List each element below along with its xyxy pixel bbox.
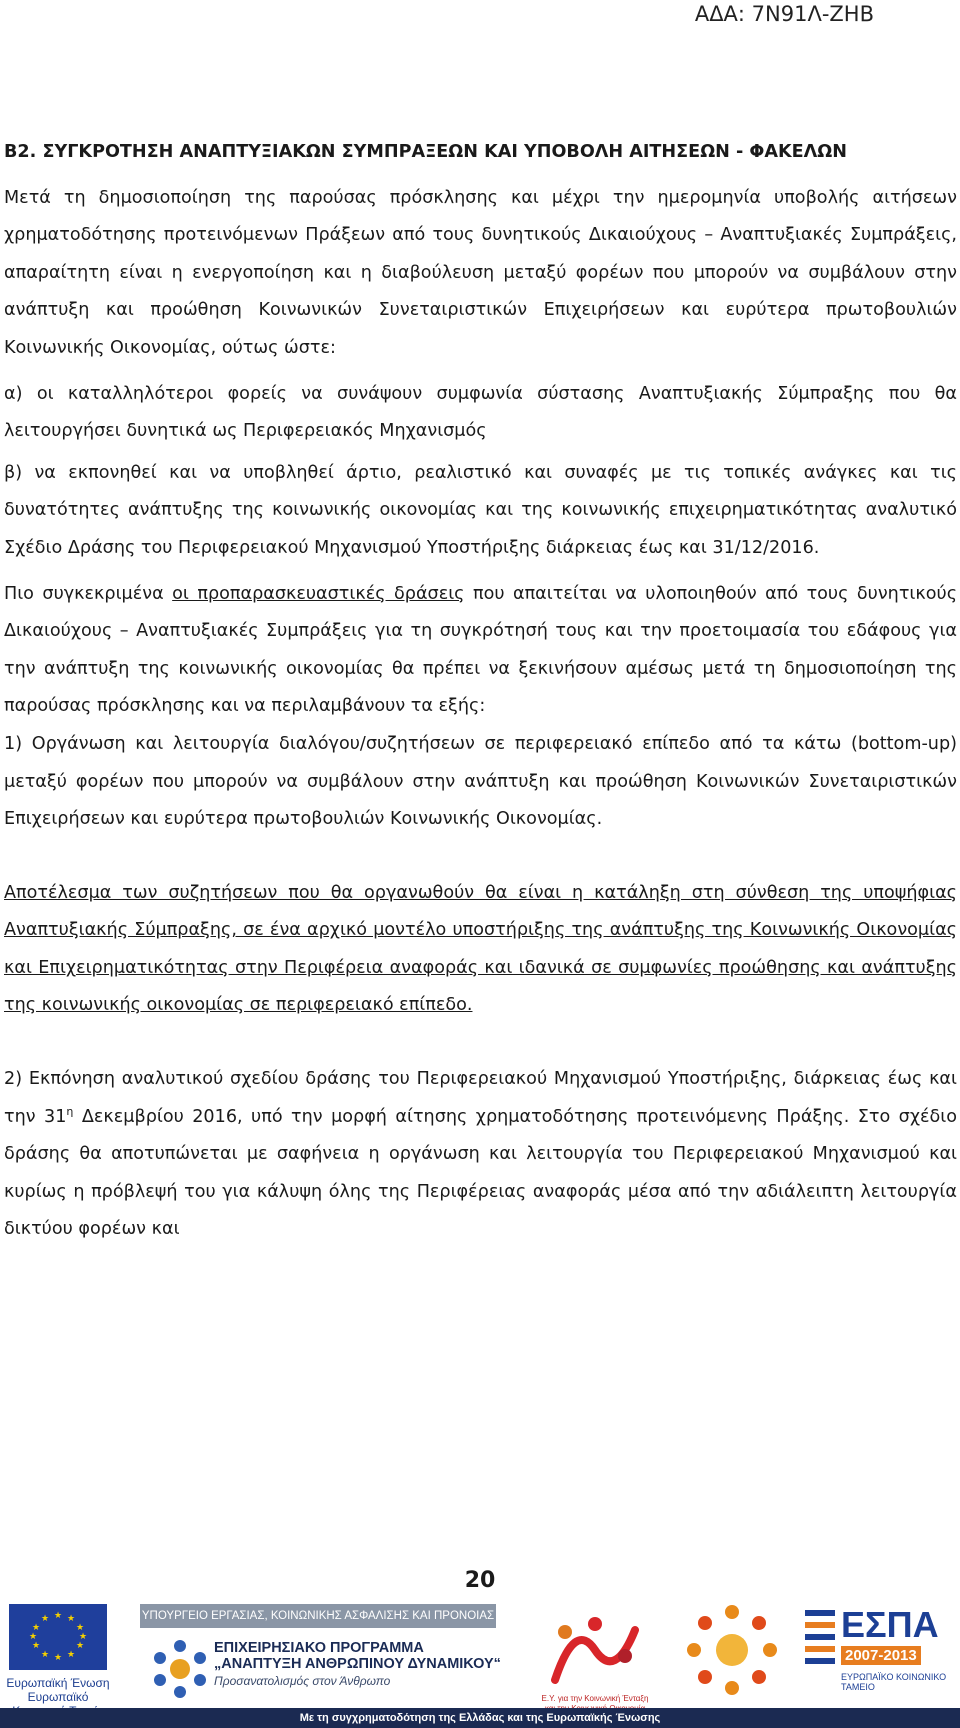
eu-label-1: Ευρωπαϊκή Ένωση (6, 1676, 110, 1690)
espa-wordmark: ΕΣΠΑ (841, 1604, 939, 1645)
programme-tagline: Προσανατολισμός στον Άνθρωπο (214, 1674, 391, 1688)
item-2-before: 2) Εκπόνηση αναλυτικού σχεδίου δράσης του Περιφερειακού Μηχανισμού Υποστήριξης, διάρκειας έως και την 31 (4, 1069, 957, 1127)
ey-social-inclusion-icon (535, 1610, 655, 1694)
section-title: B2. ΣΥΓΚΡΟΤΗΣΗ ΑΝΑΠΤΥΞΙΑΚΩΝ ΣΥΜΠΡΑΞΕΩΝ ΚΑΙ ΥΠΟΒΟΛΗ ΑΙΤΗΣΕΩΝ - ΦΑΚΕΛΩΝ (4, 142, 847, 162)
result-paragraph (4, 875, 957, 1025)
programme-block (214, 1640, 504, 1688)
specific-paragraph (4, 576, 957, 726)
sun-people-emblem-icon (682, 1600, 782, 1700)
ey-label-1: Ε.Υ. για την Κοινωνική Ένταξη (541, 1694, 649, 1703)
espa-years: 2007-2013 (841, 1646, 921, 1665)
list-item-b: β) να εκπονηθεί και να υποβληθεί άρτιο, ρεαλιστικό και συναφές με τις τοπικές ανάγκες και τις δυνατότητες ανάπτυξης της κοινωνικής οικονομίας και της κοινωνικής επιχειρηματικότητας αναλυτικό Σχέδιο Δράσης του Περιφερειακού Μηχανισμού Υποστήριξης διάρκειας έως και 31/12/2016. (4, 462, 957, 558)
programme-title-1: ΕΠΙΧΕΙΡΗΣΙΑΚΟ ΠΡΟΓΡΑΜΜΑ (214, 1640, 424, 1656)
list-item-2 (4, 1061, 957, 1249)
espa-fund-label: ΕΥΡΩΠΑΪΚΟ ΚΟΙΝΩΝΙΚΟ ΤΑΜΕΙΟ (841, 1672, 947, 1692)
preparatory-actions-underlined: οι προπαρασκευαστικές δράσεις (172, 583, 465, 604)
document-body (4, 134, 957, 1249)
intro-paragraph: Μετά τη δημοσιοποίηση της παρούσας πρόσκλησης και μέχρι την ημερομηνία υποβολής αιτήσεων χρηματοδότησης προτεινόμενων Πράξεων από τους δυνητικούς Δικαιούχους – Αναπτυξιακές Συμπράξεις, απαραίτητη είναι η ενεργοποίηση και η διαβούλευση μεταξύ φορέων που μπορούν να συμβάλουν στην ανάπτυξη και προώθηση Κοινωνικών Συνεταιριστικών Επιχειρήσεων και ευρύτερα πρωτοβουλιών Κοινωνικής Οικονομίας, ούτως ώστε: (4, 187, 957, 358)
item-2-after: Δεκεμβρίου 2016, υπό την μορφή αίτησης χρηματοδότησης προτεινόμενης Πράξης. Στο σχέδιο δράσης θα αποτυπώνεται με σαφήνεια η οργάνωση και λειτουργία του Περιφερειακού Μηχανισμού και κυρίως η πρόβλεψή του για κάλυψη όλης της Περιφέρειας αναφοράς μέσα από την αδιάλειπτη λειτουργία δικτύου φορέων και (4, 1106, 957, 1240)
list-item-a: α) οι καταλληλότεροι φορείς να συνάψουν συμφωνία σύστασης Αναπτυξιακής Σύμπραξης που θα λειτουργήσει δυνητικά ως Περιφερειακός Μηχανισμός (4, 383, 957, 442)
programme-emblem-icon (150, 1636, 210, 1702)
ada-code: ΑΔΑ: 7Ν91Λ-ΖΗΒ (694, 2, 874, 26)
eu-logo (6, 1604, 110, 1718)
ministry-banner: ΥΠΟΥΡΓΕΙΟ ΕΡΓΑΣΙΑΣ, ΚΟΙΝΩΝΙΚΗΣ ΑΣΦΑΛΙΣΗΣ ΚΑΙ ΠΡΟΝΟΙΑΣ (140, 1604, 496, 1628)
page-number: 20 (464, 1568, 496, 1593)
specific-text-before: Πιο συγκεκριμένα (4, 583, 173, 604)
list-item-1: 1) Οργάνωση και λειτουργία διαλόγου/συζητήσεων σε περιφερειακό επίπεδο από τα κάτω (bottom-up) μεταξύ φορέων που μπορούν να συμβάλουν στην ανάπτυξη και προώθηση Κοινωνικών Συνεταιριστικών Επιχειρήσεων και ευρύτερα πρωτοβουλιών Κοινωνικής Οικονομίας. (4, 733, 957, 830)
result-underlined: Αποτέλεσμα των συζητήσεων που θα οργανωθούν θα είναι η κατάληξη στη σύνθεση της υποψήφιας Αναπτυξιακής Σύμπραξης, σε ένα αρχικό μοντέλο υποστήριξης της ανάπτυξης της Κοινωνικής Οικονομίας και Επιχειρηματικότητας στην Περιφέρεια αναφοράς και ιδανικά σε συμφωνίες προώθησης και ανάπτυξης της κοινωνικής οικονομίας σε περιφερειακό επίπεδο. (4, 882, 957, 1016)
eu-label-2: Ευρωπαϊκό (27, 1690, 89, 1704)
ordinal-superscript: η (66, 1104, 74, 1118)
specific-text-after: που απαιτείται να υλοποιηθούν από τους δυνητικούς Δικαιούχους – Αναπτυξιακές Συμπράξεις για τη συγκρότησή τους και την προετοιμασία του εδάφους για την ανάπτυξη της κοινωνικής οικονομίας θα πρέπει να ξεκινήσουν αμέσως μετά τη δημοσιοποίηση της παρούσας πρόσκλησης και να περιλαμβάνουν τα εξής: (4, 583, 958, 717)
cofunding-bar: Με τη συγχρηματοδότηση της Ελλάδας και της Ευρωπαϊκής Ένωσης (0, 1708, 960, 1728)
espa-stripes-icon (805, 1610, 835, 1670)
eu-flag-icon: ★ ★ ★ ★ ★ ★ ★ ★ ★ ★ ★ ★ (9, 1604, 107, 1670)
programme-title-2: „ΑΝΑΠΤΥΞΗ ΑΝΘΡΩΠΙΝΟΥ ΔΥΝΑΜΙΚΟΥ“ (214, 1656, 501, 1672)
